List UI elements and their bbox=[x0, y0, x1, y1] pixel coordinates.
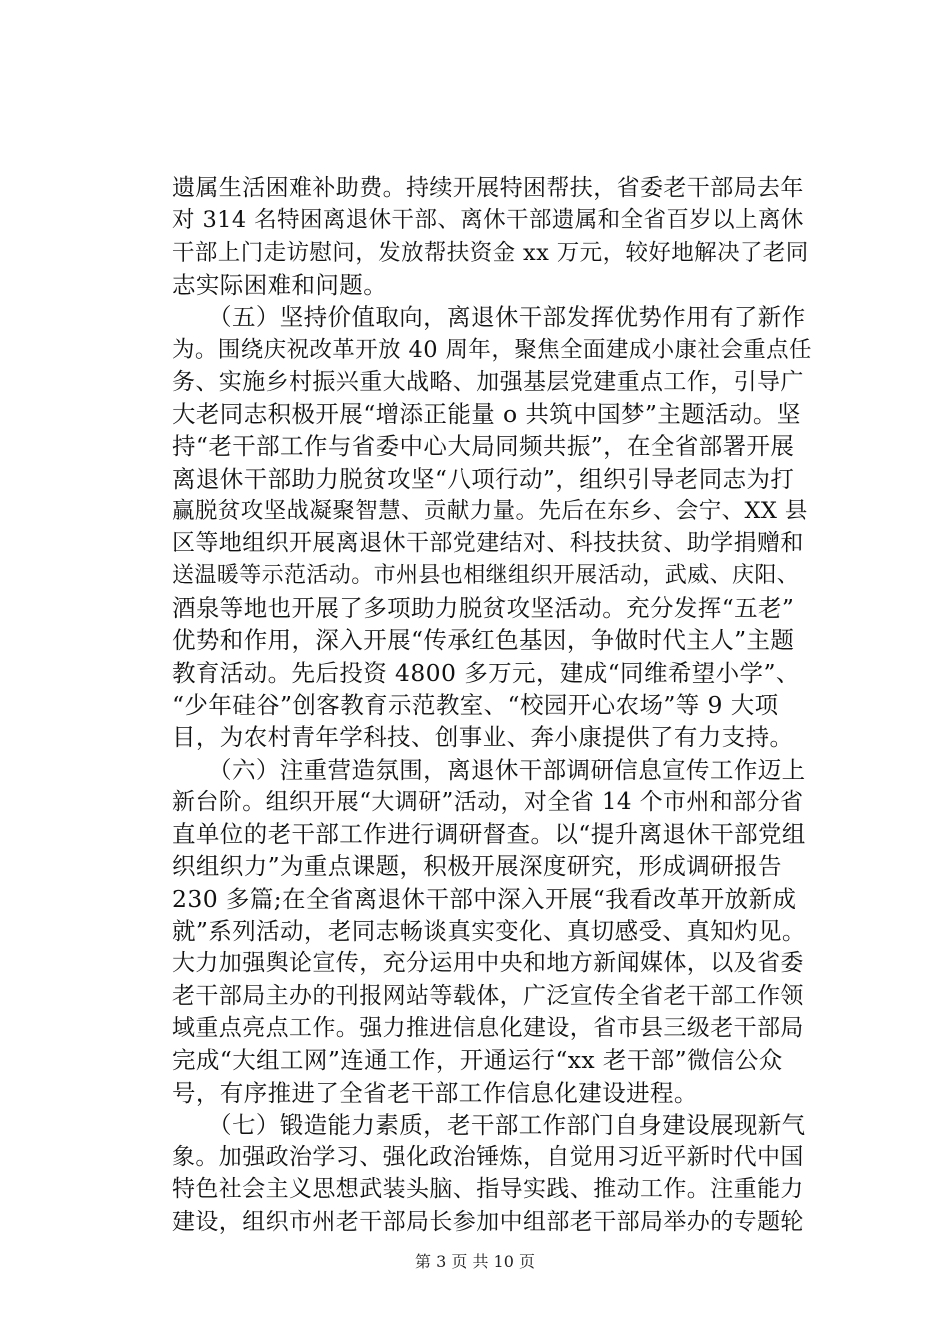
body-text-line: 大老同志积极开展“增添正能量 o 共筑中国梦”主题活动。坚 bbox=[172, 400, 801, 429]
body-text-line: 优势和作用，深入开展“传承红色基因，争做时代主人”主题 bbox=[172, 626, 795, 655]
body-text-line: 区等地组织开展离退休干部党建结对、科技扶贫、助学捐赠和 bbox=[172, 530, 804, 557]
section-heading-line: （七）锻造能力素质，老干部工作部门自身建设展现新气 bbox=[172, 1110, 806, 1139]
body-text-line: 目，为农村青年学科技、创事业、奔小康提供了有力支持。 bbox=[172, 723, 794, 752]
body-text-line: 教育活动。先后投资 4800 多万元，建成“同维希望小学”、 bbox=[172, 658, 800, 687]
body-text-line: 干部上门走访慰问，发放帮扶资金 xx 万元，较好地解决了老同 bbox=[172, 239, 809, 266]
body-text-line: 老干部局主办的刊报网站等载体，广泛宣传全省老干部工作领 bbox=[172, 982, 804, 1009]
section-heading-line: （六）注重营造氛围，离退休干部调研信息宣传工作迈上 bbox=[172, 755, 806, 784]
body-text-line: 务、实施乡村振兴重大战略、加强基层党建重点工作，引导广 bbox=[172, 368, 804, 395]
body-text-line: 为。围绕庆祝改革开放 40 周年，聚焦全面建成小康社会重点任 bbox=[172, 336, 812, 363]
body-text-line: “少年硅谷”创客教育示范教室、“校园开心农场”等 9 大项 bbox=[172, 690, 779, 719]
body-text-line: 大力加强舆论宣传，充分运用中央和地方新闻媒体，以及省委 bbox=[172, 950, 804, 977]
body-text-line: 志实际困难和问题。 bbox=[172, 270, 388, 299]
body-text-line: 230 多篇;在全省离退休干部中深入开展“我看改革开放新成 bbox=[172, 884, 797, 913]
body-text-line: 特色社会主义思想武装头脑、指导实践、推动工作。注重能力 bbox=[172, 1176, 804, 1203]
body-text-line: 离退休干部助力脱贫攻坚“八项行动”，组织引导老同志为打 bbox=[172, 464, 795, 493]
body-text-line: 新台阶。组织开展“大调研”活动，对全省 14 个市州和部分省 bbox=[172, 788, 804, 815]
body-text-line: 酒泉等地也开展了多项助力脱贫攻坚活动。充分发挥“五老” bbox=[172, 593, 795, 622]
page-number-footer: 第 3 页 共 10 页 bbox=[415, 1252, 535, 1271]
body-text-line: 域重点亮点工作。强力推进信息化建设，省市县三级老干部局 bbox=[172, 1014, 804, 1041]
body-text-line: 建设，组织市州老干部局长参加中组部老干部局举办的专题轮 bbox=[172, 1208, 804, 1235]
body-text-line: 赢脱贫攻坚战凝聚智慧、贡献力量。先后在东乡、会宁、XX 县 bbox=[172, 498, 808, 524]
body-text-line: 就”系列活动，老同志畅谈真实变化、真切感受、真知灼见。 bbox=[172, 917, 806, 945]
body-text-line: 织组织力”为重点课题，积极开展深度研究，形成调研报告 bbox=[172, 852, 782, 881]
body-text-line: 完成“大组工网”连通工作，开通运行“xx 老干部”微信公众 bbox=[172, 1046, 783, 1075]
body-text-line: 遗属生活困难补助费。持续开展特困帮扶，省委老干部局去年 bbox=[172, 175, 804, 201]
body-text-line: 号，有序推进了全省老干部工作信息化建设进程。 bbox=[172, 1078, 698, 1107]
body-text-line: 象。加强政治学习、强化政治锤炼，自觉用习近平新时代中国 bbox=[172, 1144, 804, 1171]
body-text-line: 持“老干部工作与省委中心大局同频共振”，在全省部署开展 bbox=[172, 432, 795, 461]
body-text-line: 直单位的老干部工作进行调研督查。以“提升离退休干部党组 bbox=[172, 820, 806, 849]
body-text-line: 对 314 名特困离退休干部、离休干部遗属和全省百岁以上离休 bbox=[172, 207, 804, 234]
section-heading-line: （五）坚持价值取向，离退休干部发挥优势作用有了新作 bbox=[172, 303, 806, 332]
body-text-line: 送温暖等示范活动。市州县也相继组织开展活动，武威、庆阳、 bbox=[172, 562, 800, 588]
